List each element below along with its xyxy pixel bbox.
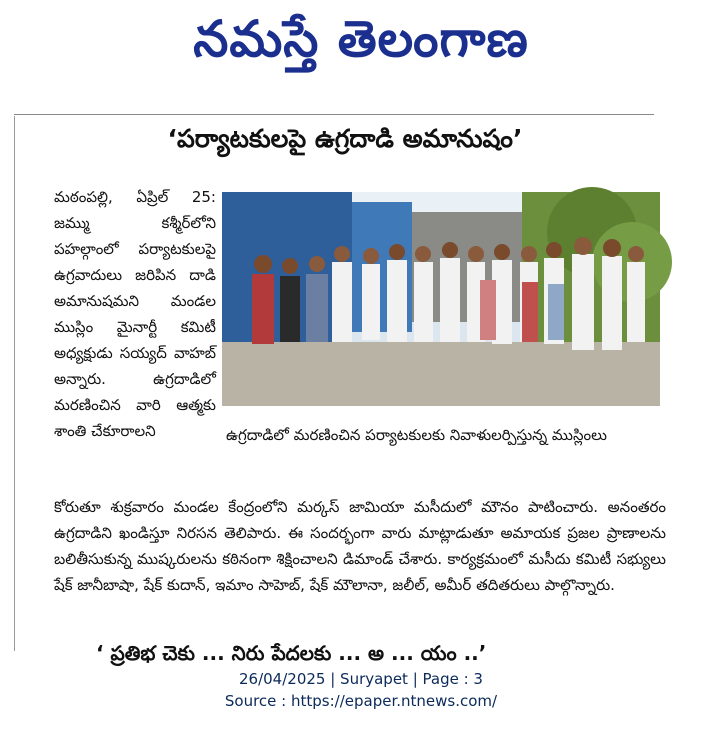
article-photo [222,192,660,406]
newspaper-logo: నమస్తే తెలంగాణ [193,10,529,68]
footer-meta: 26/04/2025 | Suryapet | Page : 3 [239,670,483,688]
clip-border [14,116,15,651]
article-body-full: కోరుతూ శుక్రవారం మండల కేంద్రంలోని మర్కస్ జామియా మసీదులో మౌనం పాటించారు. అనంతరం ఉగ్రదాడిని ఖండిస్తూ నిరసన తెలిపారు. ఈ సందర్భంగా వారు మాట్లాడుతూ అమాయక ప్రజల ప్రాణాలను బలితీసుకున్న ముష్కరులను కఠినంగా శిక్షించాలని డిమాండ్ చేశారు. కార్యక్రమంలో మసీదు కమిటీ సభ్యులు షేక్ జానీబాషా, షేక్ కుదాన్, ఇమాం సాహెబ్, షేక్ మౌలానా, జలీల్, అమీర్ తదితరులు పాల్గొన్నారు. [54,498,666,594]
footer-source: Source : https://epaper.ntnews.com/ [224,692,498,710]
photo-caption: ఉగ్రదాడిలో మరణించిన పర్యాటకులకు నివాళులర్పిస్తున్న ముస్లింలు [226,426,607,444]
article-body-column: మఠంపల్లి, ఏప్రిల్ 25: జమ్ము కశ్మీర్‌లోని పహల్గాంలో పర్యాటకులపై ఉగ్రవాదులు జరిపిన దాడి అమానుషమని మండల ముస్లిం మైనార్టీ కమిటీ అధ్యక్షుడు సయ్యద్ వాహబ్ అన్నారు. ఉగ్రదాడిలో మరణించిన వారి ఆత్మకు శాంతి చేకూరాలని [54,188,216,440]
masthead [0,0,722,112]
divider [14,114,654,115]
article-headline: ‘పర్యాటకులపై ఉగ్రదాడి అమానుషం’ [167,124,523,153]
next-article-headline: ‘ ప్రతిభ చెకు ... నిరు పేదలకు ... అ ... యం ..’ [96,641,487,665]
group-photo-illustration [222,192,660,406]
